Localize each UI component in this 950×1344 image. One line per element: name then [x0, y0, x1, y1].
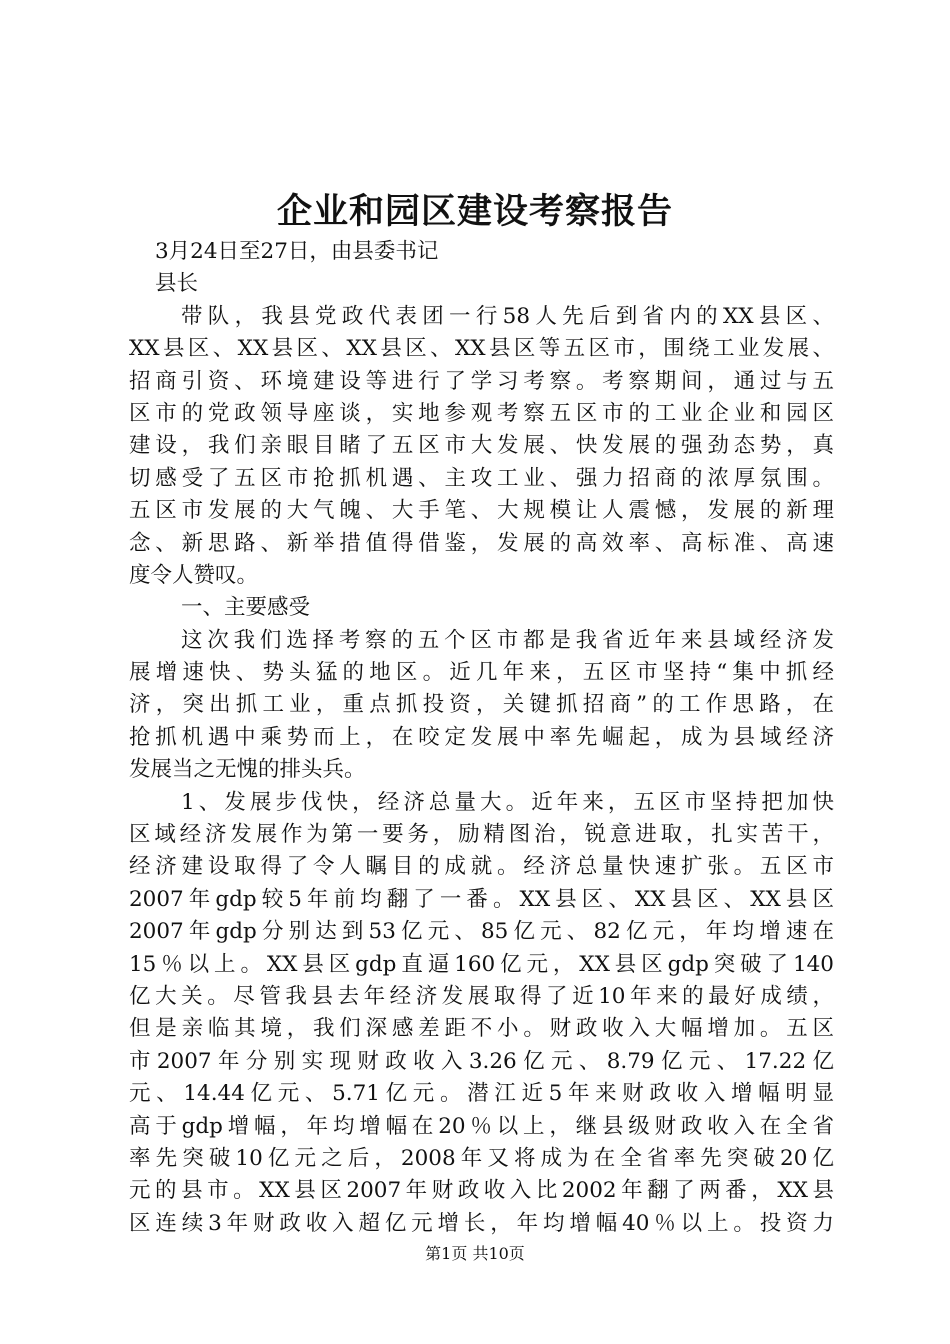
- document-title: 企业和园区建设考察报告: [276, 191, 673, 232]
- body-line: XX县区、XX县区、XX县区、XX县区等五区市，围绕工业发展、: [129, 336, 834, 362]
- body-line: 2007年gdp较5年前均翻了一番。XX县区、XX县区、XX县区: [129, 886, 834, 912]
- body-line: 亿大关。尽管我县去年经济发展取得了近10年来的最好成绩，: [129, 983, 834, 1009]
- body-line: 区连续3年财政收入超亿元增长，年均增幅40％以上。投资力: [129, 1210, 834, 1236]
- body-line: 元、14.44亿元、5.71亿元。潜江近5年来财政收入增幅明显: [129, 1081, 834, 1107]
- body-line: 率先突破10亿元之后，2008年又将成为在全省率先突破20亿: [129, 1145, 834, 1171]
- body-line: 3月24日至27日，由县委书记: [155, 239, 439, 264]
- body-line: 抢抓机遇中乘势而上，在咬定发展中率先崛起，成为县域经济: [129, 724, 834, 750]
- body-line: 1、发展步伐快，经济总量大。近年来，五区市坚持把加快: [181, 789, 834, 815]
- body-line: 但是亲临其境，我们深感差距不小。财政收入大幅增加。五区: [129, 1016, 834, 1042]
- body-line: 经济建设取得了令人瞩目的成就。经济总量快速扩张。五区市: [129, 854, 834, 880]
- body-line: 发展当之无愧的排头兵。: [129, 757, 366, 783]
- body-line: 区域经济发展作为第一要务，励精图治，锐意进取，扎实苦干，: [129, 822, 834, 848]
- body-line: 五区市发展的大气魄、大手笔、大规模让人震憾，发展的新理: [129, 498, 834, 524]
- body-line: 15％以上。XX县区gdp直逼160亿元，XX县区gdp突破了140: [129, 951, 834, 977]
- document-body: [129, 236, 834, 1240]
- body-line: 度令人赞叹。: [129, 562, 259, 588]
- body-line: 高于gdp增幅，年均增幅在20％以上，继县级财政收入在全省: [129, 1113, 834, 1139]
- body-line: 这次我们选择考察的五个区市都是我省近年来县域经济发: [181, 627, 834, 653]
- body-line: 一、主要感受: [181, 595, 311, 621]
- body-line: 区市的党政领导座谈，实地参观考察五区市的工业企业和园区: [129, 400, 834, 426]
- body-line: 市2007年分别实现财政收入3.26亿元、8.79亿元、17.22亿: [129, 1048, 834, 1074]
- body-line: 2007年gdp分别达到53亿元、85亿元、82亿元，年均增速在: [129, 919, 834, 945]
- body-line: 济，突出抓工业，重点抓投资，关键抓招商”的工作思路，在: [129, 692, 834, 718]
- body-line: 展增速快、势头猛的地区。近几年来，五区市坚持“集中抓经: [129, 660, 834, 686]
- body-line: 元的县市。XX县区2007年财政收入比2002年翻了两番，XX县: [129, 1178, 834, 1204]
- body-line: 县长: [155, 271, 199, 297]
- page-footer: 第1页 共10页: [425, 1244, 525, 1263]
- body-line: 招商引资、环境建设等进行了学习考察。考察期间，通过与五: [129, 368, 834, 394]
- body-line: 建设，我们亲眼目睹了五区市大发展、快发展的强劲态势，真: [129, 433, 834, 459]
- body-line: 切感受了五区市抢抓机遇、主攻工业、强力招商的浓厚氛围。: [129, 465, 834, 491]
- body-line: 带队，我县党政代表团一行58人先后到省内的XX县区、: [181, 303, 834, 329]
- body-line: 念、新思路、新举措值得借鉴，发展的高效率、高标准、高速: [129, 530, 834, 556]
